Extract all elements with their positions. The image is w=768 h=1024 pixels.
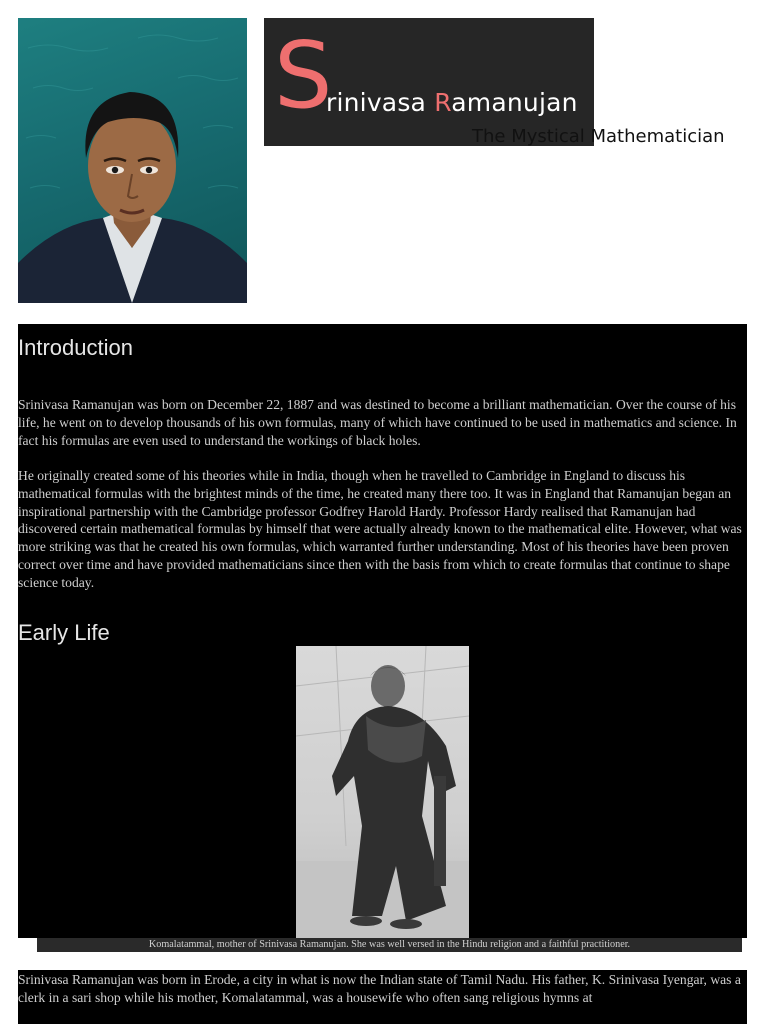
title-initial-r: R — [434, 88, 452, 117]
intro-paragraph-1: Srinivasa Ramanujan was born on December 22, 1887 and was destined to become a brilliant mathematician. Over the course of his life, he went on to develop thousands of his own formulas, many of which have continued to be used in mathematics and science. In fact his formulas are even used to understand the workings of black holes. — [18, 397, 737, 448]
title-initial: S — [274, 22, 333, 129]
komalatammal-photo — [296, 646, 469, 938]
intro-paragraph-2: He originally created some of his theories while in India, though when he travelled to Cambridge in England to discuss his mathematical formulas with the brightest minds of the time, he created many there too. It was in England that Ramanujan began an inspirational partnership with the Cambridge professor Godfrey Harold Hardy. Professor Hardy realised that Ramanujan had discovered certain mathematical formulas by himself that were actually already known to the mathematical elite. However, what was more striking was that he created his own formulas, which warranted further understanding. Most of his theories have been proven correct over time and have provided mathematicians since then with the basis from which to create formulas that continue to shape science today. — [18, 468, 742, 590]
title-name — [326, 88, 578, 117]
photo-caption: Komalatammal, mother of Srinivasa Ramanujan. She was well versed in the Hindu religion and a faithful practitioner. — [148, 939, 631, 950]
introduction-heading: Introduction — [18, 335, 133, 360]
early-life-paragraph: Srinivasa Ramanujan was born in Erode, a city in what is now the Indian state of Tamil Nadu. His father, K. Srinivasa Iyengar, was a clerk in a sari shop while his mother, Komalatammal, was a housewife who often sang religious hymns at — [18, 972, 741, 1005]
title-part2: amanujan — [451, 88, 578, 117]
early-life-heading: Early Life — [18, 620, 110, 645]
ramanujan-portrait — [18, 18, 247, 303]
title-part1: rinivasa — [326, 88, 435, 117]
page-subtitle: The Mystical Mathematician — [472, 126, 725, 147]
